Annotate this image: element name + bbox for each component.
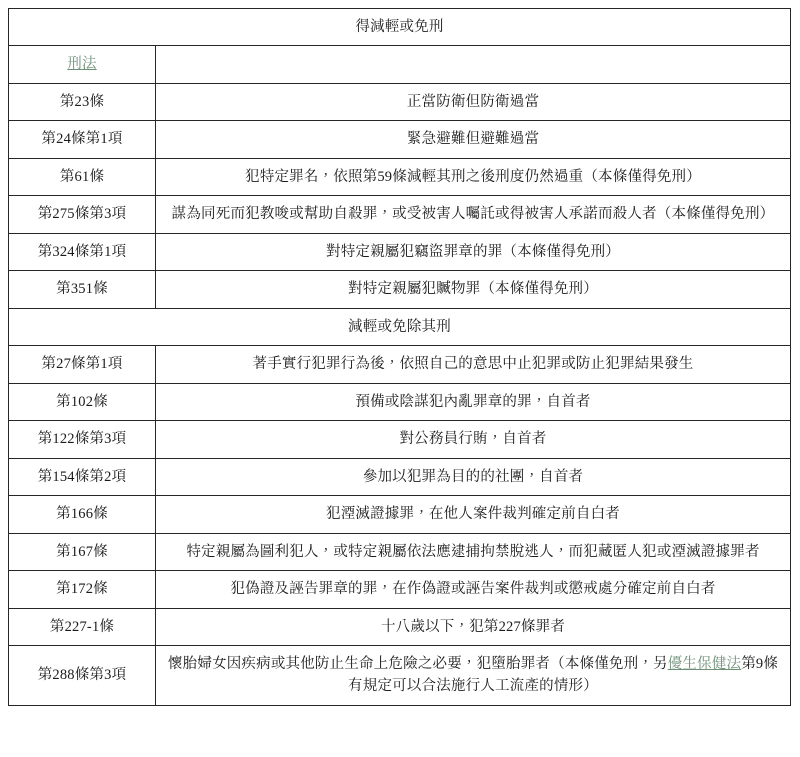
table-row — [9, 421, 791, 458]
table-row — [9, 645, 791, 705]
description-text-segment: 懷胎婦女因疾病或其他防止生命上危險之必要，犯墮胎罪者（本條僅免刑，另 — [167, 655, 668, 672]
article-description: 對特定親屬犯竊盜罪章的罪（本條僅得免刑） — [156, 233, 791, 270]
table-row — [9, 533, 791, 570]
table-row — [9, 383, 791, 420]
source-law-cell — [9, 46, 156, 83]
article-description: 正當防衛但防衛過當 — [156, 83, 791, 120]
table-row-section-heading — [9, 308, 791, 345]
article-description: 特定親屬為圖利犯人，或特定親屬依法應逮捕拘禁脫逃人，而犯藏匿人犯或湮滅證據罪者 — [156, 533, 791, 570]
article-number: 第102條 — [9, 383, 156, 420]
article-description: 十八歲以下，犯第227條罪者 — [156, 608, 791, 645]
link-eugenic-health-law[interactable]: 優生保健法 — [667, 655, 742, 672]
article-description: 犯湮滅證據罪，在他人案件裁判確定前自白者 — [156, 496, 791, 533]
article-number: 第167條 — [9, 533, 156, 570]
table-row — [9, 233, 791, 270]
link-criminal-code[interactable]: 刑法 — [67, 56, 97, 73]
article-number: 第27條第1項 — [9, 346, 156, 383]
article-description: 著手實行犯罪行為後，依照自己的意思中止犯罪或防止犯罪結果發生 — [156, 346, 791, 383]
article-description: 緊急避難但避難過當 — [156, 121, 791, 158]
law-table-body — [9, 9, 791, 706]
description-text-segment: 第9條有規定可以合法施行人工流產的情形） — [348, 655, 779, 695]
table-row — [9, 571, 791, 608]
article-number: 第166條 — [9, 496, 156, 533]
table-row-section-heading — [9, 9, 791, 46]
article-description: 預備或陰謀犯內亂罪章的罪，自首者 — [156, 383, 791, 420]
article-number: 第61條 — [9, 158, 156, 195]
article-number: 第288條第3項 — [9, 645, 156, 705]
article-number: 第324條第1項 — [9, 233, 156, 270]
article-description: 參加以犯罪為目的的社團，自首者 — [156, 458, 791, 495]
table-row-source — [9, 46, 791, 83]
table-row — [9, 271, 791, 308]
article-description-rich — [156, 645, 791, 705]
table-row — [9, 458, 791, 495]
article-number: 第23條 — [9, 83, 156, 120]
table-row — [9, 196, 791, 233]
article-number: 第24條第1項 — [9, 121, 156, 158]
article-description: 犯偽證及誣告罪章的罪，在作偽證或誣告案件裁判或懲戒處分確定前自白者 — [156, 571, 791, 608]
article-number: 第154條第2項 — [9, 458, 156, 495]
table-row — [9, 158, 791, 195]
article-description: 對特定親屬犯贓物罪（本條僅得免刑） — [156, 271, 791, 308]
article-description: 犯特定罪名，依照第59條減輕其刑之後刑度仍然過重（本條僅得免刑） — [156, 158, 791, 195]
table-row — [9, 496, 791, 533]
article-number: 第351條 — [9, 271, 156, 308]
law-table-container — [8, 8, 790, 706]
law-table — [8, 8, 791, 706]
table-row — [9, 121, 791, 158]
article-description: 對公務員行賄，自首者 — [156, 421, 791, 458]
section-heading-1: 得減輕或免刑 — [9, 9, 791, 46]
article-description: 謀為同死而犯教唆或幫助自殺罪，或受被害人囑託或得被害人承諾而殺人者（本條僅得免刑） — [156, 196, 791, 233]
article-number: 第122條第3項 — [9, 421, 156, 458]
article-number: 第172條 — [9, 571, 156, 608]
table-row — [9, 83, 791, 120]
article-number: 第275條第3項 — [9, 196, 156, 233]
section-heading-2: 減輕或免除其刑 — [9, 308, 791, 345]
table-row — [9, 608, 791, 645]
source-law-blank-cell — [156, 46, 791, 83]
table-row — [9, 346, 791, 383]
article-number: 第227-1條 — [9, 608, 156, 645]
